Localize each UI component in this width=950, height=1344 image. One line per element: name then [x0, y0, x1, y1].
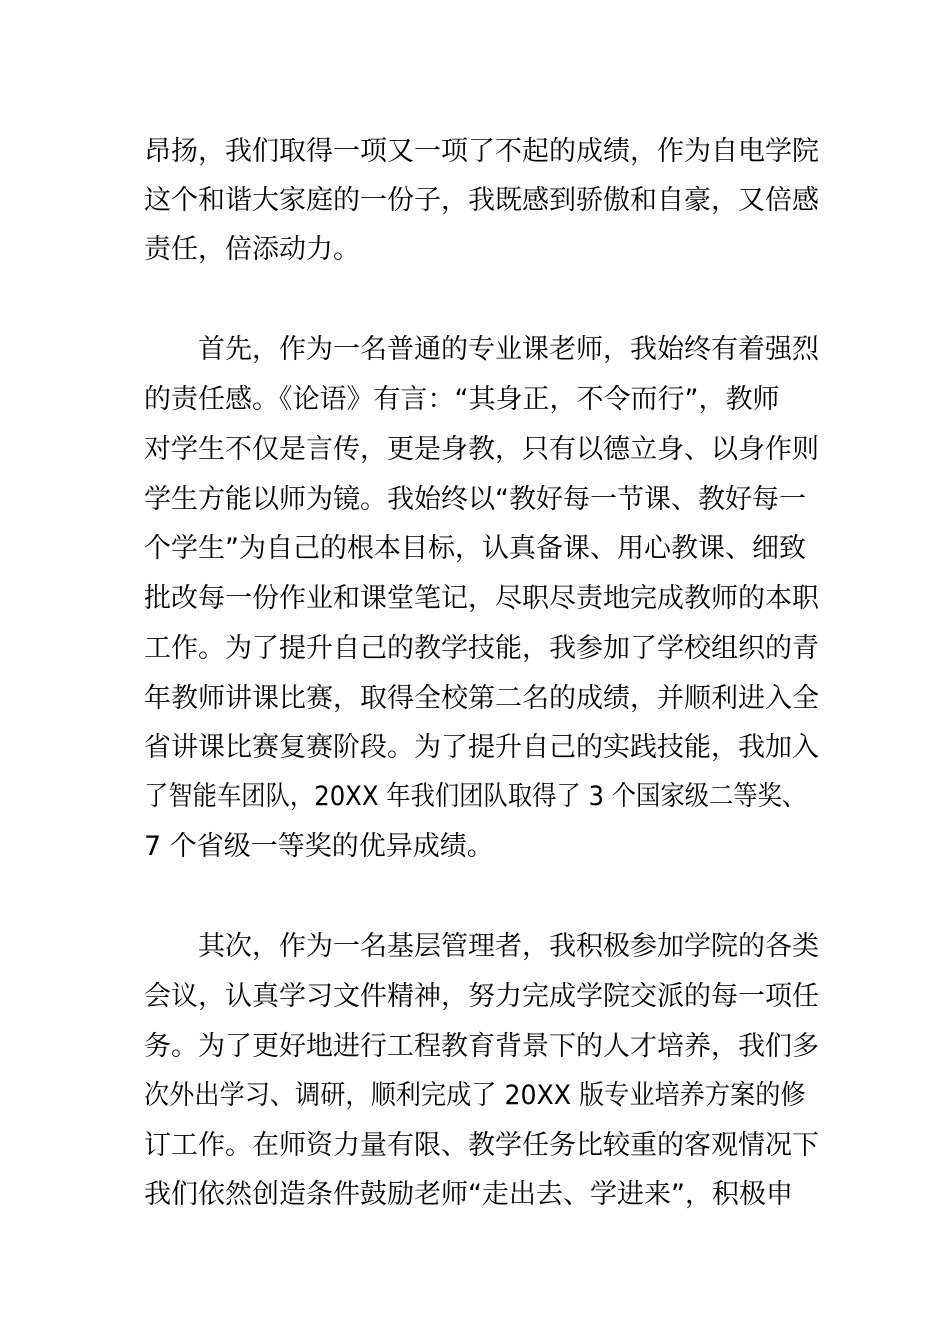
paragraph-2-line-10: 了智能车团队，20XX 年我们团队取得了 3 个国家级二等奖、: [144, 781, 807, 812]
paragraph-3-line-4: 次外出学习、调研，顺利完成了 20XX 版专业培养方案的修: [144, 1080, 806, 1111]
paragraph-3-line-3: 务。为了更好地进行工程教育背景下的人才培养，我们多: [144, 1031, 819, 1062]
paragraph-3-line-5: 订工作。在师资力量有限、教学任务比较重的客观情况下: [144, 1130, 819, 1161]
paragraph-2-line-8: 年教师讲课比赛，取得全校第二名的成绩，并顺利进入全: [144, 683, 819, 714]
paragraph-3-line-1: 其次，作为一名基层管理者，我积极参加学院的各类: [198, 931, 819, 962]
paragraph-2-line-4: 学生方能以师为镜。我始终以“教好每一节课、教好每一: [144, 484, 806, 515]
paragraph-1-line-3: 责任，倍添动力。: [144, 234, 360, 265]
paragraph-2-line-1: 首先，作为一名普通的专业课老师，我始终有着强烈: [198, 334, 819, 365]
paragraph-2-line-9: 省讲课比赛复赛阶段。为了提升自己的实践技能，我加入: [144, 732, 819, 763]
paragraph-1-line-2: 这个和谐大家庭的一份子，我既感到骄傲和自豪，又倍感: [144, 185, 819, 216]
paragraph-1-line-1: 昂扬，我们取得一项又一项了不起的成绩，作为自电学院: [144, 136, 819, 167]
paragraph-2-line-7: 工作。为了提升自己的教学技能，我参加了学校组织的青: [144, 633, 819, 664]
paragraph-2-line-6: 批改每一份作业和课堂笔记，尽职尽责地完成教师的本职: [144, 583, 819, 614]
paragraph-2-line-2: 的责任感。《论语》有言：“其身正，不令而行”，教师: [144, 384, 780, 415]
paragraph-2-line-5: 个学生”为自己的根本目标，认真备课、用心教课、细致: [144, 533, 806, 564]
paragraph-3-line-2: 会议，认真学习文件精神，努力完成学院交派的每一项任: [144, 981, 819, 1012]
paragraph-3-line-6: 我们依然创造条件鼓励老师“走出去、学进来”，积极申: [144, 1179, 793, 1210]
paragraph-2-line-11: 7 个省级一等奖的优异成绩。: [144, 831, 494, 862]
paragraph-2-line-3: 对学生不仅是言传，更是身教，只有以德立身、以身作则: [144, 434, 819, 465]
